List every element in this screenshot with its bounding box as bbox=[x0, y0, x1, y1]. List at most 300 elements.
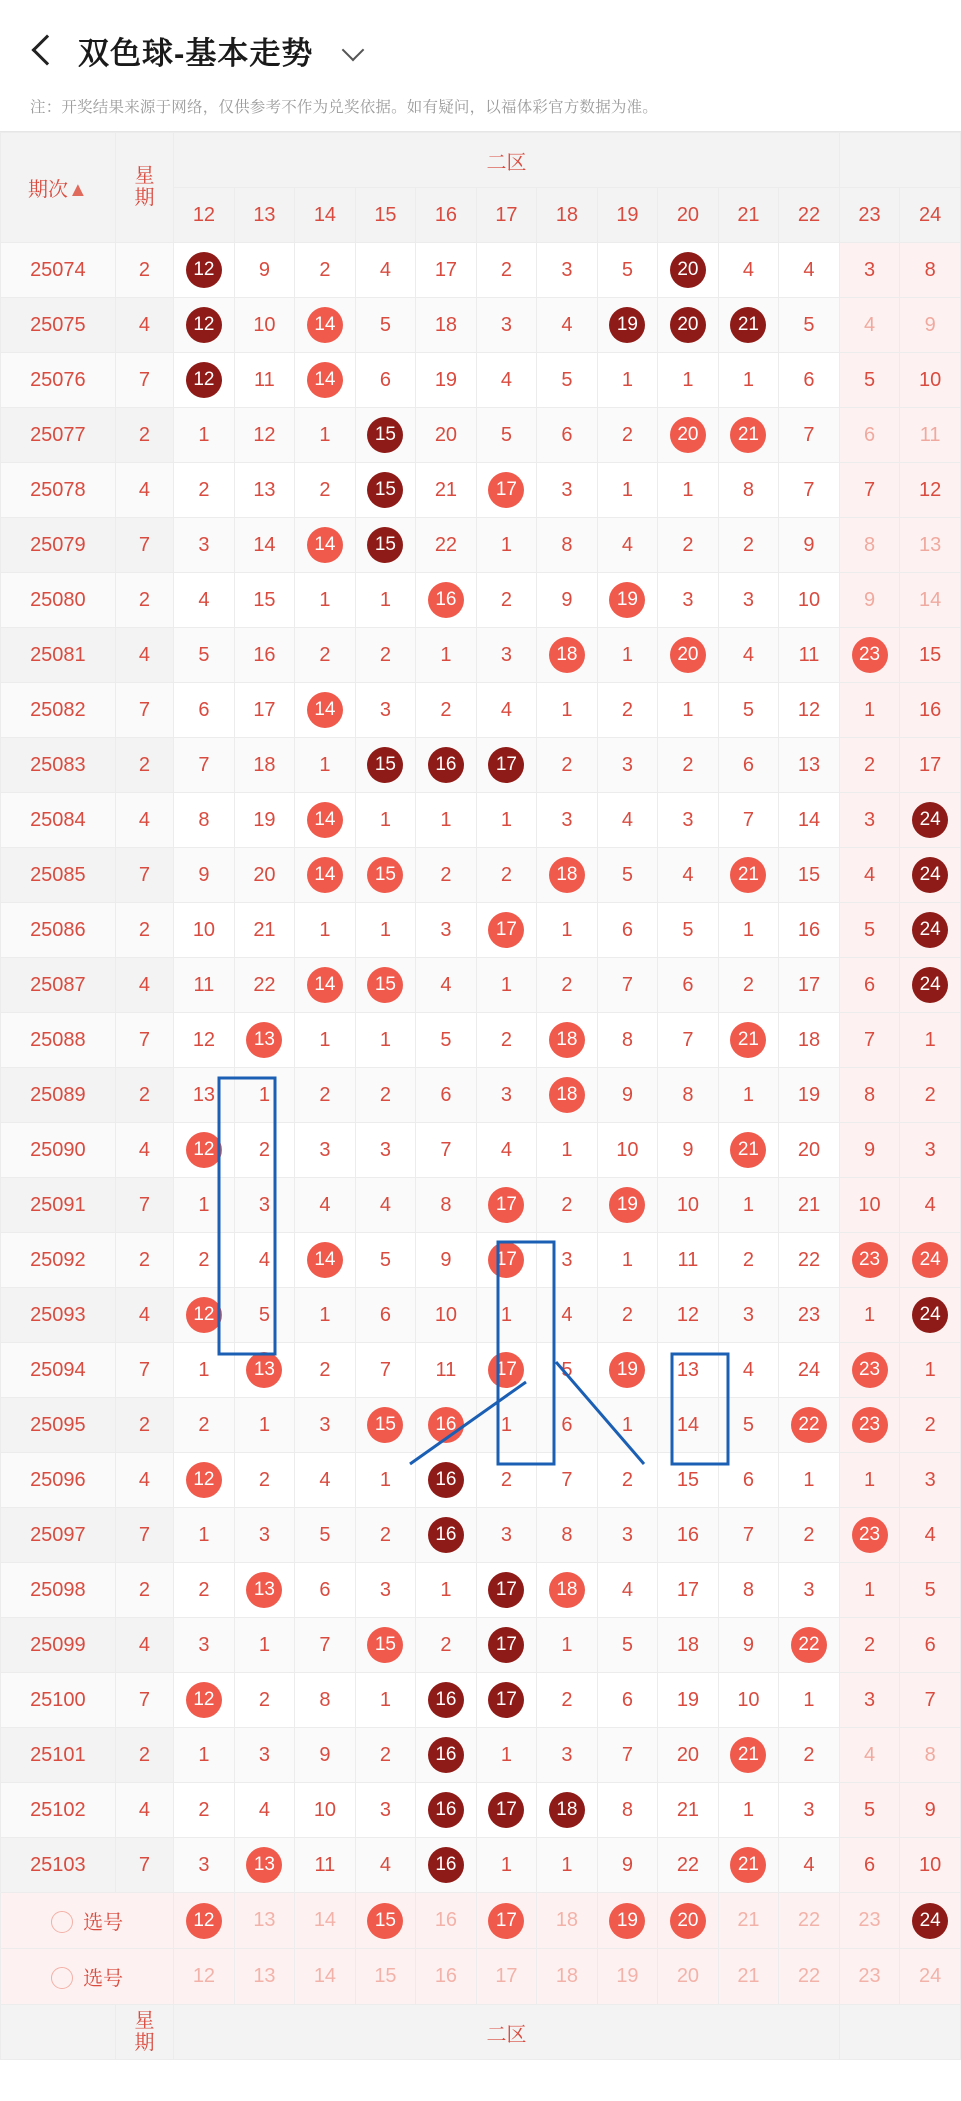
number-cell[interactable]: 1 bbox=[658, 353, 719, 408]
number-cell[interactable]: 3 bbox=[476, 1068, 537, 1123]
number-cell[interactable]: 1 bbox=[839, 1563, 900, 1618]
number-cell[interactable]: 7 bbox=[779, 408, 840, 463]
table-row[interactable] bbox=[1, 518, 961, 573]
number-cell[interactable]: 17 bbox=[900, 738, 961, 793]
number-cell[interactable]: 1 bbox=[476, 1838, 537, 1893]
number-cell[interactable] bbox=[174, 1288, 235, 1343]
number-cell[interactable]: 6 bbox=[355, 1288, 416, 1343]
number-cell[interactable] bbox=[597, 573, 658, 628]
number-cell[interactable] bbox=[779, 1398, 840, 1453]
number-cell[interactable]: 3 bbox=[537, 1728, 598, 1783]
number-cell[interactable]: 3 bbox=[476, 1508, 537, 1563]
number-cell[interactable]: 5 bbox=[839, 1783, 900, 1838]
number-cell[interactable]: 3 bbox=[658, 793, 719, 848]
number-cell[interactable]: 1 bbox=[537, 1618, 598, 1673]
number-cell[interactable]: 8 bbox=[597, 1783, 658, 1838]
number-cell[interactable]: 13 bbox=[658, 1343, 719, 1398]
number-cell[interactable] bbox=[597, 1343, 658, 1398]
pick-radio-icon[interactable] bbox=[51, 1967, 73, 1989]
number-cell[interactable]: 2 bbox=[718, 518, 779, 573]
number-cell[interactable]: 21 bbox=[779, 1178, 840, 1233]
number-cell[interactable]: 1 bbox=[839, 1288, 900, 1343]
number-cell[interactable]: 11 bbox=[295, 1838, 356, 1893]
number-cell[interactable] bbox=[537, 1013, 598, 1068]
number-cell[interactable]: 2 bbox=[476, 1453, 537, 1508]
number-cell[interactable]: 1 bbox=[295, 1288, 356, 1343]
number-cell[interactable]: 3 bbox=[537, 793, 598, 848]
table-row[interactable] bbox=[1, 1563, 961, 1618]
number-cell[interactable]: 8 bbox=[174, 793, 235, 848]
col-header-issue[interactable] bbox=[1, 133, 116, 243]
number-cell[interactable]: 20 bbox=[234, 848, 295, 903]
number-cell[interactable]: 2 bbox=[295, 1343, 356, 1398]
table-row[interactable] bbox=[1, 1783, 961, 1838]
number-cell[interactable]: 1 bbox=[234, 1618, 295, 1673]
number-cell[interactable] bbox=[537, 848, 598, 903]
number-cell[interactable]: 5 bbox=[476, 408, 537, 463]
number-cell[interactable]: 8 bbox=[658, 1068, 719, 1123]
number-cell[interactable] bbox=[718, 408, 779, 463]
number-cell[interactable]: 16 bbox=[900, 683, 961, 738]
number-cell[interactable] bbox=[658, 243, 719, 298]
number-cell[interactable]: 3 bbox=[174, 1838, 235, 1893]
number-cell[interactable]: 2 bbox=[295, 1068, 356, 1123]
number-cell[interactable]: 4 bbox=[355, 1178, 416, 1233]
number-cell[interactable]: 4 bbox=[900, 1178, 961, 1233]
number-cell[interactable] bbox=[416, 738, 477, 793]
number-cell[interactable]: 10 bbox=[174, 903, 235, 958]
number-cell[interactable] bbox=[900, 793, 961, 848]
number-cell[interactable]: 2 bbox=[900, 1068, 961, 1123]
number-cell[interactable]: 14 bbox=[779, 793, 840, 848]
number-cell[interactable]: 18 bbox=[658, 1618, 719, 1673]
number-cell[interactable] bbox=[476, 1673, 537, 1728]
number-cell[interactable] bbox=[476, 463, 537, 518]
number-cell[interactable]: 3 bbox=[476, 628, 537, 683]
number-cell[interactable]: 9 bbox=[234, 243, 295, 298]
number-cell[interactable]: 2 bbox=[537, 1673, 598, 1728]
number-cell[interactable] bbox=[355, 463, 416, 518]
number-cell[interactable]: 8 bbox=[416, 1178, 477, 1233]
number-cell[interactable]: 1 bbox=[597, 353, 658, 408]
number-cell[interactable]: 6 bbox=[355, 353, 416, 408]
number-cell[interactable]: 1 bbox=[416, 1563, 477, 1618]
number-cell[interactable]: 8 bbox=[839, 518, 900, 573]
number-cell[interactable] bbox=[174, 1453, 235, 1508]
number-cell[interactable] bbox=[900, 848, 961, 903]
number-cell[interactable]: 1 bbox=[295, 738, 356, 793]
number-cell[interactable]: 4 bbox=[355, 1838, 416, 1893]
table-row[interactable] bbox=[1, 1673, 961, 1728]
number-cell[interactable] bbox=[174, 1123, 235, 1178]
pick-number-cell[interactable] bbox=[476, 1893, 537, 1949]
number-cell[interactable]: 7 bbox=[416, 1123, 477, 1178]
table-row[interactable] bbox=[1, 1618, 961, 1673]
number-cell[interactable]: 15 bbox=[658, 1453, 719, 1508]
pick-number-cell[interactable]: 18 bbox=[537, 1893, 598, 1949]
number-cell[interactable]: 11 bbox=[900, 408, 961, 463]
number-cell[interactable]: 6 bbox=[718, 1453, 779, 1508]
number-cell[interactable] bbox=[718, 1838, 779, 1893]
number-cell[interactable]: 4 bbox=[658, 848, 719, 903]
number-cell[interactable]: 2 bbox=[900, 1398, 961, 1453]
number-cell[interactable]: 19 bbox=[416, 353, 477, 408]
number-cell[interactable]: 3 bbox=[900, 1123, 961, 1178]
number-cell[interactable] bbox=[355, 848, 416, 903]
table-row[interactable] bbox=[1, 1233, 961, 1288]
table-row[interactable] bbox=[1, 1178, 961, 1233]
number-cell[interactable]: 3 bbox=[658, 573, 719, 628]
table-row[interactable] bbox=[1, 903, 961, 958]
number-cell[interactable]: 17 bbox=[234, 683, 295, 738]
number-cell[interactable]: 14 bbox=[900, 573, 961, 628]
number-cell[interactable]: 1 bbox=[355, 793, 416, 848]
number-cell[interactable]: 3 bbox=[295, 1398, 356, 1453]
number-cell[interactable]: 5 bbox=[839, 353, 900, 408]
number-cell[interactable]: 7 bbox=[839, 463, 900, 518]
number-cell[interactable]: 4 bbox=[537, 1288, 598, 1343]
number-cell[interactable] bbox=[476, 1618, 537, 1673]
number-cell[interactable]: 1 bbox=[597, 628, 658, 683]
number-cell[interactable]: 5 bbox=[537, 353, 598, 408]
number-cell[interactable]: 1 bbox=[779, 1453, 840, 1508]
number-cell[interactable]: 1 bbox=[234, 1398, 295, 1453]
number-cell[interactable] bbox=[355, 1618, 416, 1673]
number-cell[interactable]: 4 bbox=[234, 1233, 295, 1288]
number-cell[interactable]: 5 bbox=[234, 1288, 295, 1343]
number-cell[interactable]: 19 bbox=[658, 1673, 719, 1728]
number-cell[interactable]: 1 bbox=[416, 793, 477, 848]
number-cell[interactable]: 7 bbox=[597, 958, 658, 1013]
number-cell[interactable] bbox=[900, 958, 961, 1013]
number-cell[interactable] bbox=[295, 298, 356, 353]
number-cell[interactable]: 17 bbox=[658, 1563, 719, 1618]
number-cell[interactable]: 4 bbox=[718, 628, 779, 683]
number-cell[interactable]: 17 bbox=[779, 958, 840, 1013]
number-cell[interactable]: 10 bbox=[900, 353, 961, 408]
table-row[interactable] bbox=[1, 958, 961, 1013]
number-cell[interactable]: 1 bbox=[295, 1013, 356, 1068]
number-cell[interactable]: 2 bbox=[658, 518, 719, 573]
number-cell[interactable] bbox=[476, 1343, 537, 1398]
number-cell[interactable]: 21 bbox=[658, 1783, 719, 1838]
number-cell[interactable]: 9 bbox=[839, 573, 900, 628]
number-cell[interactable] bbox=[416, 1453, 477, 1508]
number-cell[interactable] bbox=[295, 793, 356, 848]
table-row[interactable] bbox=[1, 1068, 961, 1123]
number-cell[interactable] bbox=[718, 1013, 779, 1068]
pick-number-cell[interactable] bbox=[174, 1893, 235, 1949]
number-cell[interactable]: 1 bbox=[476, 1728, 537, 1783]
number-cell[interactable]: 12 bbox=[234, 408, 295, 463]
number-cell[interactable] bbox=[900, 1288, 961, 1343]
number-cell[interactable] bbox=[295, 353, 356, 408]
number-cell[interactable]: 2 bbox=[174, 1563, 235, 1618]
pick-number-cell[interactable]: 22 bbox=[779, 1949, 840, 2005]
number-cell[interactable]: 2 bbox=[597, 1453, 658, 1508]
number-cell[interactable]: 16 bbox=[234, 628, 295, 683]
number-cell[interactable]: 3 bbox=[295, 1123, 356, 1178]
number-cell[interactable]: 6 bbox=[718, 738, 779, 793]
number-cell[interactable] bbox=[537, 1068, 598, 1123]
number-cell[interactable]: 3 bbox=[597, 1508, 658, 1563]
table-row[interactable] bbox=[1, 1343, 961, 1398]
number-cell[interactable] bbox=[537, 628, 598, 683]
number-cell[interactable]: 2 bbox=[355, 1068, 416, 1123]
number-cell[interactable]: 1 bbox=[416, 628, 477, 683]
number-cell[interactable]: 5 bbox=[900, 1563, 961, 1618]
number-col-header-22[interactable]: 22 bbox=[779, 188, 840, 243]
number-cell[interactable]: 9 bbox=[416, 1233, 477, 1288]
number-cell[interactable] bbox=[537, 1563, 598, 1618]
number-cell[interactable]: 4 bbox=[597, 793, 658, 848]
pick-number-cell[interactable] bbox=[355, 1893, 416, 1949]
number-cell[interactable]: 4 bbox=[355, 243, 416, 298]
number-cell[interactable]: 2 bbox=[597, 1288, 658, 1343]
number-cell[interactable] bbox=[416, 1398, 477, 1453]
table-row[interactable] bbox=[1, 243, 961, 298]
pick-number-cell[interactable]: 13 bbox=[234, 1893, 295, 1949]
number-cell[interactable] bbox=[355, 738, 416, 793]
number-cell[interactable]: 9 bbox=[174, 848, 235, 903]
number-cell[interactable] bbox=[476, 1563, 537, 1618]
number-cell[interactable]: 5 bbox=[839, 903, 900, 958]
back-chevron-icon[interactable] bbox=[30, 31, 56, 71]
table-row[interactable] bbox=[1, 298, 961, 353]
number-cell[interactable]: 1 bbox=[174, 408, 235, 463]
chevron-down-icon[interactable] bbox=[341, 38, 367, 64]
pick-label-cell[interactable] bbox=[1, 1893, 174, 1949]
number-cell[interactable]: 4 bbox=[597, 1563, 658, 1618]
number-cell[interactable]: 7 bbox=[537, 1453, 598, 1508]
number-cell[interactable]: 8 bbox=[537, 518, 598, 573]
number-cell[interactable]: 22 bbox=[416, 518, 477, 573]
number-cell[interactable]: 3 bbox=[355, 683, 416, 738]
number-cell[interactable]: 4 bbox=[476, 353, 537, 408]
number-col-header-24[interactable]: 24 bbox=[900, 188, 961, 243]
number-cell[interactable] bbox=[174, 243, 235, 298]
number-cell[interactable]: 17 bbox=[416, 243, 477, 298]
number-cell[interactable]: 7 bbox=[779, 463, 840, 518]
number-cell[interactable]: 1 bbox=[476, 1288, 537, 1343]
table-row[interactable] bbox=[1, 738, 961, 793]
number-cell[interactable]: 12 bbox=[174, 1013, 235, 1068]
number-cell[interactable]: 15 bbox=[900, 628, 961, 683]
pick-row[interactable] bbox=[1, 1949, 961, 2005]
number-cell[interactable]: 7 bbox=[658, 1013, 719, 1068]
number-cell[interactable]: 2 bbox=[234, 1453, 295, 1508]
number-cell[interactable]: 15 bbox=[234, 573, 295, 628]
number-cell[interactable]: 2 bbox=[174, 1398, 235, 1453]
number-cell[interactable]: 1 bbox=[718, 1178, 779, 1233]
number-cell[interactable]: 2 bbox=[174, 1783, 235, 1838]
number-cell[interactable]: 2 bbox=[355, 1508, 416, 1563]
pick-number-cell[interactable]: 14 bbox=[295, 1949, 356, 2005]
number-cell[interactable]: 2 bbox=[537, 958, 598, 1013]
number-cell[interactable]: 6 bbox=[537, 408, 598, 463]
number-cell[interactable]: 16 bbox=[658, 1508, 719, 1563]
number-cell[interactable]: 3 bbox=[779, 1563, 840, 1618]
number-cell[interactable]: 2 bbox=[476, 1013, 537, 1068]
number-cell[interactable] bbox=[174, 353, 235, 408]
number-cell[interactable]: 1 bbox=[476, 793, 537, 848]
number-cell[interactable]: 3 bbox=[416, 903, 477, 958]
number-cell[interactable]: 6 bbox=[416, 1068, 477, 1123]
number-cell[interactable]: 10 bbox=[416, 1288, 477, 1343]
number-cell[interactable]: 4 bbox=[597, 518, 658, 573]
number-cell[interactable]: 13 bbox=[779, 738, 840, 793]
number-cell[interactable]: 1 bbox=[476, 1398, 537, 1453]
number-cell[interactable] bbox=[476, 1178, 537, 1233]
table-row[interactable] bbox=[1, 1508, 961, 1563]
number-cell[interactable]: 2 bbox=[537, 738, 598, 793]
table-row[interactable] bbox=[1, 1013, 961, 1068]
number-cell[interactable] bbox=[355, 518, 416, 573]
number-cell[interactable]: 20 bbox=[658, 1728, 719, 1783]
number-cell[interactable]: 5 bbox=[174, 628, 235, 683]
pick-number-cell[interactable]: 21 bbox=[718, 1893, 779, 1949]
number-cell[interactable]: 3 bbox=[839, 793, 900, 848]
number-cell[interactable]: 6 bbox=[839, 958, 900, 1013]
number-cell[interactable]: 9 bbox=[295, 1728, 356, 1783]
number-cell[interactable]: 8 bbox=[900, 243, 961, 298]
number-col-header-16[interactable]: 16 bbox=[416, 188, 477, 243]
number-cell[interactable]: 4 bbox=[779, 243, 840, 298]
number-cell[interactable] bbox=[839, 1508, 900, 1563]
number-cell[interactable] bbox=[839, 1233, 900, 1288]
number-cell[interactable]: 3 bbox=[476, 298, 537, 353]
number-cell[interactable]: 8 bbox=[839, 1068, 900, 1123]
number-cell[interactable]: 7 bbox=[355, 1343, 416, 1398]
number-cell[interactable]: 5 bbox=[295, 1508, 356, 1563]
number-cell[interactable]: 2 bbox=[476, 573, 537, 628]
number-cell[interactable] bbox=[355, 958, 416, 1013]
pick-label-cell[interactable] bbox=[1, 1949, 174, 2005]
number-cell[interactable]: 11 bbox=[416, 1343, 477, 1398]
number-cell[interactable] bbox=[597, 298, 658, 353]
number-cell[interactable]: 3 bbox=[355, 1783, 416, 1838]
number-cell[interactable] bbox=[779, 1618, 840, 1673]
pick-row[interactable] bbox=[1, 1893, 961, 1949]
number-cell[interactable] bbox=[416, 1508, 477, 1563]
number-cell[interactable]: 10 bbox=[658, 1178, 719, 1233]
number-cell[interactable]: 4 bbox=[900, 1508, 961, 1563]
table-row[interactable] bbox=[1, 1288, 961, 1343]
number-cell[interactable]: 1 bbox=[537, 903, 598, 958]
number-cell[interactable]: 1 bbox=[355, 1453, 416, 1508]
number-cell[interactable]: 3 bbox=[174, 518, 235, 573]
number-cell[interactable]: 2 bbox=[476, 243, 537, 298]
number-cell[interactable] bbox=[416, 1838, 477, 1893]
table-row[interactable] bbox=[1, 1123, 961, 1178]
number-cell[interactable]: 1 bbox=[174, 1343, 235, 1398]
number-col-header-12[interactable]: 12 bbox=[174, 188, 235, 243]
number-cell[interactable]: 2 bbox=[597, 408, 658, 463]
number-col-header-17[interactable]: 17 bbox=[476, 188, 537, 243]
number-cell[interactable]: 3 bbox=[537, 243, 598, 298]
number-cell[interactable]: 12 bbox=[779, 683, 840, 738]
number-cell[interactable] bbox=[900, 1233, 961, 1288]
number-col-header-18[interactable]: 18 bbox=[537, 188, 598, 243]
number-cell[interactable]: 20 bbox=[779, 1123, 840, 1178]
number-col-header-15[interactable]: 15 bbox=[355, 188, 416, 243]
number-cell[interactable]: 2 bbox=[234, 1123, 295, 1178]
number-cell[interactable]: 5 bbox=[718, 683, 779, 738]
number-cell[interactable]: 5 bbox=[597, 1618, 658, 1673]
table-row[interactable] bbox=[1, 1398, 961, 1453]
table-row[interactable] bbox=[1, 683, 961, 738]
pick-number-cell[interactable]: 23 bbox=[839, 1949, 900, 2005]
number-cell[interactable] bbox=[900, 903, 961, 958]
number-cell[interactable]: 1 bbox=[718, 353, 779, 408]
number-cell[interactable]: 11 bbox=[234, 353, 295, 408]
number-cell[interactable]: 1 bbox=[839, 1453, 900, 1508]
number-cell[interactable]: 1 bbox=[537, 1123, 598, 1178]
number-cell[interactable]: 20 bbox=[416, 408, 477, 463]
number-cell[interactable]: 1 bbox=[234, 1068, 295, 1123]
number-cell[interactable]: 2 bbox=[416, 1618, 477, 1673]
number-cell[interactable]: 1 bbox=[355, 573, 416, 628]
number-cell[interactable]: 2 bbox=[718, 1233, 779, 1288]
number-cell[interactable]: 24 bbox=[779, 1343, 840, 1398]
number-cell[interactable]: 12 bbox=[900, 463, 961, 518]
number-cell[interactable]: 2 bbox=[597, 683, 658, 738]
number-cell[interactable] bbox=[234, 1013, 295, 1068]
number-cell[interactable]: 1 bbox=[718, 1068, 779, 1123]
number-cell[interactable]: 1 bbox=[900, 1013, 961, 1068]
number-cell[interactable]: 9 bbox=[597, 1838, 658, 1893]
number-cell[interactable]: 7 bbox=[718, 1508, 779, 1563]
number-cell[interactable] bbox=[658, 408, 719, 463]
number-cell[interactable]: 6 bbox=[537, 1398, 598, 1453]
number-cell[interactable]: 21 bbox=[234, 903, 295, 958]
number-cell[interactable]: 10 bbox=[779, 573, 840, 628]
pick-number-cell[interactable]: 17 bbox=[476, 1949, 537, 2005]
number-cell[interactable]: 4 bbox=[476, 1123, 537, 1178]
number-cell[interactable]: 2 bbox=[295, 463, 356, 518]
number-cell[interactable]: 1 bbox=[718, 1783, 779, 1838]
number-cell[interactable]: 13 bbox=[234, 463, 295, 518]
pick-number-cell[interactable]: 23 bbox=[839, 1893, 900, 1949]
number-cell[interactable] bbox=[537, 1783, 598, 1838]
number-cell[interactable]: 5 bbox=[597, 243, 658, 298]
number-cell[interactable]: 7 bbox=[900, 1673, 961, 1728]
table-row[interactable] bbox=[1, 1838, 961, 1893]
table-row[interactable] bbox=[1, 1453, 961, 1508]
number-cell[interactable]: 1 bbox=[174, 1728, 235, 1783]
table-row[interactable] bbox=[1, 848, 961, 903]
number-cell[interactable]: 9 bbox=[597, 1068, 658, 1123]
number-cell[interactable]: 2 bbox=[234, 1673, 295, 1728]
number-cell[interactable]: 7 bbox=[295, 1618, 356, 1673]
number-cell[interactable]: 1 bbox=[658, 683, 719, 738]
number-cell[interactable]: 3 bbox=[779, 1783, 840, 1838]
number-cell[interactable]: 2 bbox=[416, 683, 477, 738]
number-cell[interactable]: 9 bbox=[537, 573, 598, 628]
number-cell[interactable]: 3 bbox=[900, 1453, 961, 1508]
number-cell[interactable] bbox=[476, 738, 537, 793]
number-cell[interactable]: 4 bbox=[234, 1783, 295, 1838]
number-cell[interactable]: 1 bbox=[597, 1233, 658, 1288]
number-cell[interactable] bbox=[355, 1398, 416, 1453]
number-cell[interactable] bbox=[476, 1783, 537, 1838]
number-cell[interactable]: 9 bbox=[658, 1123, 719, 1178]
number-col-header-20[interactable]: 20 bbox=[658, 188, 719, 243]
number-cell[interactable] bbox=[355, 408, 416, 463]
number-cell[interactable]: 4 bbox=[718, 243, 779, 298]
number-cell[interactable]: 4 bbox=[839, 1728, 900, 1783]
table-row[interactable] bbox=[1, 408, 961, 463]
